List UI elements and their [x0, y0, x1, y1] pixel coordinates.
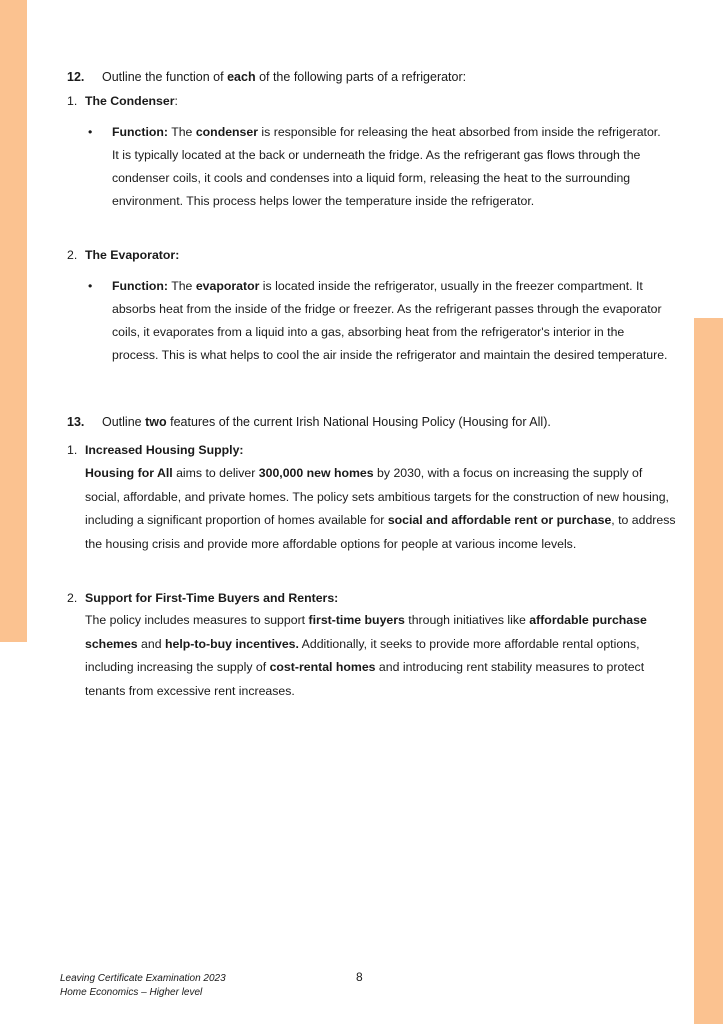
text: is located inside the refrigerator, usually in the freezer compartment. It absorbs heat from the inside of the fridge or freezer. As the refrigerant passes through the evaporator coils, it evaporates from a liquid into a gas, absorbing heat from the refrigerator's interior in the process. This is what helps to cool the air inside the refrigerator and maintain the desired temperature.: [112, 279, 668, 362]
item-number: 1.: [67, 443, 78, 457]
bullet-text: [112, 275, 668, 367]
text: , to address the housing crisis and provide more affordable options for people at various income levels.: [85, 513, 676, 552]
question-12-heading: [67, 70, 466, 84]
item-number: 2.: [67, 248, 78, 262]
item-number: 1.: [67, 94, 78, 108]
item-label: Increased Housing Supply:: [85, 443, 244, 457]
heading-text: Outline: [102, 415, 146, 429]
function-label: Function:: [112, 279, 169, 293]
bullet-icon: •: [88, 125, 93, 139]
text: is responsible for releasing the heat absorbed from inside the refrigerator. It is typically located at the back or underneath the fridge. As the refrigerant gas flows through the condenser coils, it cools and condenses into a liquid form, releasing the heat to the surrounding environment. This process helps lower the temperature inside the refrigerator.: [112, 125, 661, 208]
heading-text: Outline the function of: [102, 70, 228, 84]
q12-item-1-title: [67, 94, 178, 108]
bullet-icon: •: [88, 279, 93, 293]
q13-item-1-title: [67, 443, 244, 457]
q12-item-2-bullet: [88, 275, 668, 367]
term: condenser: [195, 125, 259, 139]
text: and introducing rent stability measures to protect tenants from excessive rent increases.: [85, 660, 645, 699]
page-number: 8: [356, 970, 363, 984]
bullet-text: [112, 121, 668, 213]
term: cost-rental homes: [269, 660, 376, 675]
text: The: [168, 125, 196, 139]
function-label: Function:: [112, 125, 169, 139]
heading-emphasis: each: [227, 70, 256, 84]
item-number: 2.: [67, 591, 78, 605]
term: help-to-buy incentives.: [165, 636, 299, 651]
text: Additionally, it seeks to provide more affordable rental options, including increasing the supply of: [85, 636, 640, 675]
term: 300,000 new homes: [258, 466, 374, 480]
text: through initiatives like: [404, 613, 530, 627]
term: first-time buyers: [308, 613, 405, 627]
question-number: 12.: [67, 70, 85, 84]
term: Housing for All: [85, 466, 173, 480]
term: evaporator: [195, 279, 260, 293]
text: The policy includes measures to support: [85, 613, 309, 627]
q12-item-2-title: [67, 248, 179, 262]
term: affordable purchase schemes: [85, 613, 647, 651]
question-13-heading: [67, 415, 551, 429]
footer-subject: Home Economics – Higher level: [60, 987, 203, 998]
heading-text: of the following parts of a refrigerator:: [255, 70, 467, 84]
item-label: The Evaporator:: [85, 248, 180, 262]
q13-item-2-title: [67, 591, 338, 605]
text: and: [137, 636, 165, 651]
footer: [60, 972, 226, 1000]
text: The: [168, 279, 196, 293]
footer-exam-title: Leaving Certificate Examination 2023: [60, 973, 226, 984]
q13-item-2-paragraph: [85, 609, 680, 704]
q13-item-1-paragraph: [85, 462, 680, 557]
text: by 2030, with a focus on increasing the supply of social, affordable, and private homes. The policy sets ambitious targets for the construction of new housing, including a significant proportion of homes available for: [85, 466, 669, 528]
item-label: The Condenser: [85, 94, 175, 108]
heading-text: features of the current Irish National Housing Policy (Housing for All).: [166, 415, 551, 429]
q12-item-1-bullet: [88, 121, 668, 213]
heading-emphasis: two: [145, 415, 167, 429]
item-label: Support for First-Time Buyers and Renters:: [85, 591, 339, 605]
term: social and affordable rent or purchase: [387, 513, 612, 528]
question-number: 13.: [67, 415, 85, 429]
item-label-suffix: :: [174, 94, 178, 108]
text: aims to deliver: [172, 466, 259, 480]
